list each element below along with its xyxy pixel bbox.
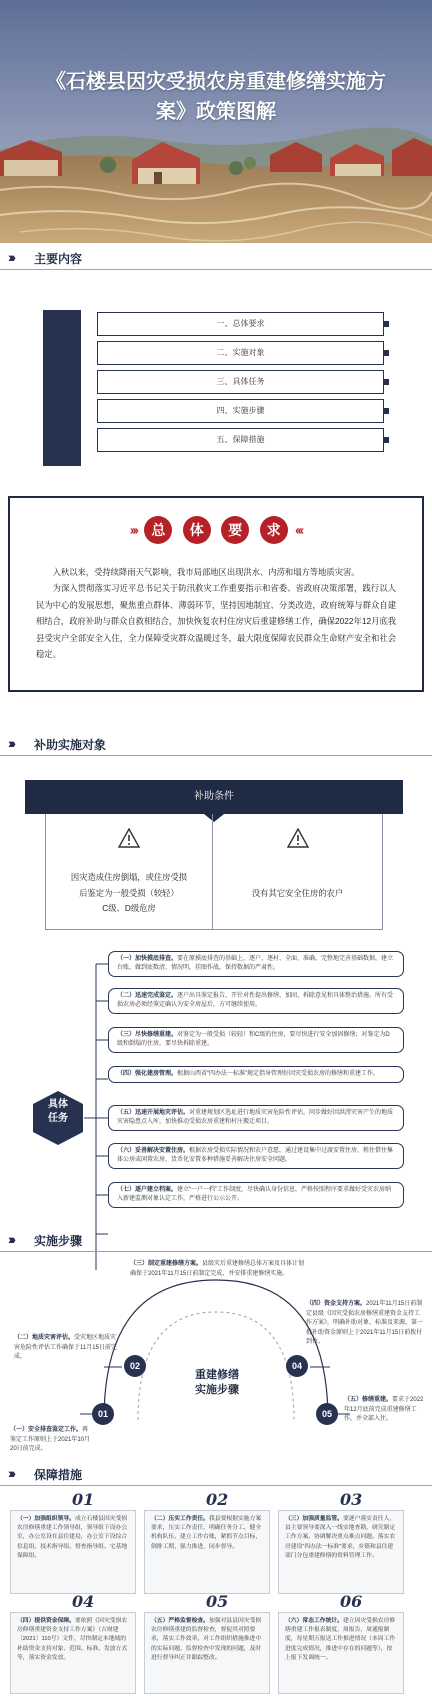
section-header-subsidy-objects — [0, 732, 432, 756]
title-char: 体 — [183, 516, 211, 544]
content-sidebar-bar — [43, 310, 81, 466]
step-2-text: （二）地质灾害评估。受灾地区地质灾害危险性评估工作确保于11月15日前完成。 — [14, 1335, 117, 1360]
condition-right — [213, 814, 383, 930]
toc-item[interactable]: 二、实施对象 — [97, 341, 384, 365]
measure-number: 05 — [206, 1592, 229, 1611]
toc-item[interactable]: 三、具体任务 — [97, 370, 384, 394]
chevron-icon: ››› — [129, 522, 137, 538]
double-chevron-icon: ››› — [8, 249, 13, 265]
measure-number: 04 — [72, 1592, 95, 1611]
measure-card: （三）加强质量监管。要逐户落实责任人，县主要领导要深入一线实地查勘，研究制定工作方案，协调解决重点难点问题。落实农房建设“四办法一标准”要求，乡镇和县住建部门分包重建修缮的资料管理工作。 — [278, 1510, 404, 1594]
overall-requirement-box — [8, 496, 424, 692]
title-char: 要 — [221, 516, 249, 544]
chevron-icon: ‹‹‹ — [295, 522, 303, 538]
divider — [0, 755, 432, 756]
task-item: （二）迅速完成鉴定。逐户出具鉴定报告，开针对性提出修缮、加固、拆除意见和具体整治措施。所有受损农房必须经鉴定确认为安全房屋后，方可继续使用。 — [108, 988, 404, 1014]
step-number: 04 — [286, 1355, 308, 1377]
section-title: 保障措施 — [34, 1468, 83, 1482]
warning-icon — [287, 828, 309, 848]
measure-number: 02 — [206, 1490, 229, 1509]
double-chevron-icon: ››› — [8, 1231, 13, 1247]
step-number: 02 — [124, 1355, 146, 1377]
divider — [0, 1485, 432, 1486]
toc-item[interactable]: 四、实施步骤 — [97, 399, 384, 423]
double-chevron-icon: ››› — [8, 735, 13, 751]
task-item: （四）强化建房管理。根据山西省“四办法一标准”规定指导管理好因灾受损农房的修缮和重建工作。 — [108, 1066, 404, 1083]
task-item: （三）尽快修缮重建。对鉴定为一般受损（较轻）和C级的住房，要尽快进行安全加固修缮；对鉴定为D级和倒塌的住房，要尽快拆除重建。 — [108, 1027, 404, 1053]
title-char: 总 — [144, 516, 172, 544]
hero-banner — [0, 0, 432, 243]
conditions-header: 补助条件 — [25, 780, 403, 814]
condition-text: 因灾造成住房倒塌，或住房受损 后鉴定为一般受损（较轻） C级、D级危房 — [70, 872, 188, 913]
toc-item[interactable]: 五、保障措施 — [97, 428, 384, 452]
step-4-text: （四）资金支持方案。2021年11月15日前制定县级《因灾受损农房修缮重建资金支持工作方案》，明确补助对象、标准及来源，第一批补助资金原则上于2021年11月15日前拨付到位。 — [306, 1301, 424, 1345]
measure-number: 01 — [72, 1490, 95, 1509]
section-header-main-content — [0, 246, 432, 270]
section-title: 主要内容 — [34, 252, 83, 266]
measure-card: （二）压实工作责任。我县要根据实施方案要求，压实工作责任，明确任务分工，健全机构队伍，建立工作台账，紧抓节点目标，倒排工期，强力推进，同步督导。 — [144, 1510, 270, 1594]
step-3-text: （三）制定重建修缮方案。县级灾后重建修缮总体方案及具体计划确保于2021年11月15日前制定完成，并安排重建修缮实施。 — [130, 1261, 305, 1277]
step-number: 05 — [316, 1403, 338, 1425]
requirement-body — [36, 564, 396, 662]
measure-card: （六）常态工作统计。建立因灾受损农房修缮重建工作报表制度，周报告，周通报制度，每星期五报送工作推进情况（本周工作进度完成情况，推进中存在的问题等），按上报下发调统一。 — [278, 1612, 404, 1694]
task-item: （七）逐户建立档案。建立“一户一档”工作制度，尽快确认身份信息，严格按照程序要求做好受灾农房纳入新建监测对象认定工作，严格进行公示公开。 — [108, 1182, 404, 1208]
measure-card: （五）严格监督检查。加强对县县因灾受损农房修缮重建的监督检查，督促其对照要求，落实工作效率，对工作组织措施推进中的实际问题、监督检查中发现的问题，及时进行督导纠正并跟踪整改。 — [144, 1612, 270, 1694]
paragraph: 入秋以来，受持续降雨天气影响，我市局部地区出现洪水、内涝和塌方等地质灾害。 — [52, 567, 360, 577]
page-title: 《石楼县因灾受损农房重建修缮实施方案》政策图解 — [46, 69, 386, 123]
task-item: （五）迅速开展地灾评估。对重建规划区选址进行地质灾害危险性评估，同步做好因洪涝灾害产生的地质灾害隐患点入库，加快推动受损农房重建和村庄搬迁项目。 — [108, 1105, 404, 1131]
step-5-text: （五）修缮重建。要求于2022年12月底前完成重建修缮工作，并全部入住。 — [344, 1397, 424, 1422]
measure-card: （一）加强组织领导。成立石楼县因灾受损农房修缮重建工作领导组，领导组下设办公室，办公室设在县住建局，办公室下设综合信息组、技术指导组、督查指导组、宅基地保障组。 — [10, 1510, 136, 1594]
warning-icon — [118, 828, 140, 848]
task-item: （一）加快摸底排查。要在原摸底排查的基础上，逐户、逐村、全面、准确、完整地完善基础数据，建立台账，做到底数清、情况明，挂图作战，保持数据的严肃性。 — [108, 951, 404, 977]
title-char: 求 — [260, 516, 288, 544]
section-title: 补助实施对象 — [34, 738, 107, 752]
measure-number: 03 — [340, 1490, 363, 1509]
paragraph: 为深入贯彻落实习近平总书记关于防汛救灾工作重要指示和省委、省政府决策部署，践行以人民为中心的发展思想，聚焦重点群体、薄弱环节，坚持因地制宜、分类改造，政府统筹与群众自建相结合，政府补助与群众自救相结合，加快恢复农村住房灾后重建修缮工作，确保2022年12月底我县受灾户全部安全入住，全力保障受灾群众温暖过冬，最大限度保障农民群众生命财产安全和社会稳定。 — [36, 583, 396, 660]
double-chevron-icon: ››› — [8, 1465, 13, 1481]
task-item: （六）妥善解决安置住房。根据农房受损实际情况和农户意愿，通过建设集中过渡安置住房、租住借住集体公房或闲置农房、货币化安置多种措施妥善解决住房安全问题。 — [108, 1143, 404, 1169]
requirement-title — [10, 516, 422, 544]
condition-text: 没有其它安全住房的农户 — [251, 888, 344, 898]
tasks-label: 具体 任务 — [48, 1099, 68, 1124]
toc-item[interactable]: 一、总体要求 — [97, 312, 384, 336]
subsidy-conditions — [25, 780, 403, 930]
steps-center-title: 重建修缮 实施步骤 — [195, 1369, 239, 1396]
measure-number: 06 — [340, 1592, 363, 1611]
measure-card: （四）提供资金保障。要依照《因灾受损农房修缮重建资金支持工作方案》（吉财建〔2021〕110号）文件，尽快制定本地域的补助资金支持对象、范围、标准、发放方式等，落实资金发放。 — [10, 1612, 136, 1694]
step-number: 01 — [92, 1403, 114, 1425]
divider — [0, 269, 432, 270]
condition-left — [45, 814, 213, 930]
step-1-text: （一）安全排查鉴定工作。再鉴定工作原则上于2021年10月20日前完成。 — [10, 1427, 91, 1452]
section-header-safeguards — [0, 1462, 432, 1486]
section-title: 实施步骤 — [34, 1234, 83, 1248]
